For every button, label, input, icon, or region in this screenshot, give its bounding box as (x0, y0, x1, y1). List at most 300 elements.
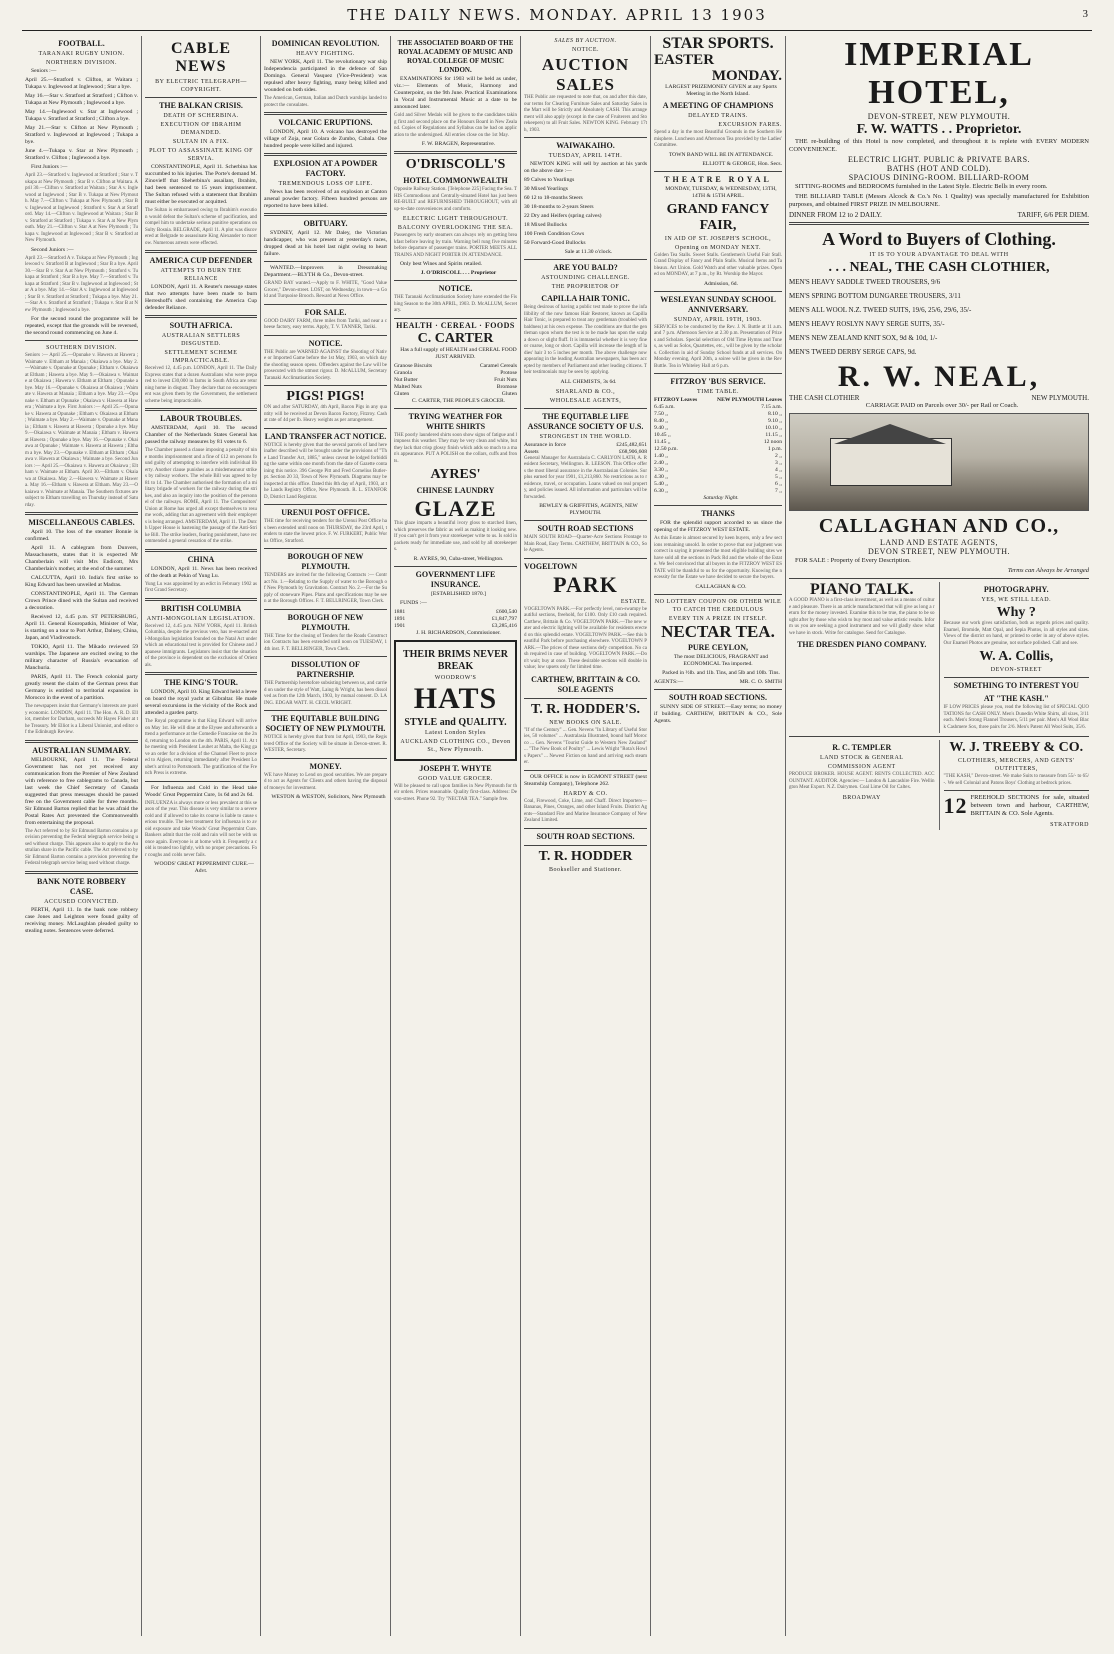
callaghan-signature: CALLAGHAN & CO. (695, 583, 747, 590)
filler-text: Opposite Railway Station. [Telephone 225] Facing the Sea. THIS Commodious and Centrally-situated Hotel has just been RE-BUILT and REFURNISHED THROUGHOUT, with all up-to-date conveniences and comforts. (394, 187, 517, 212)
tt-time: 4 ,, (775, 467, 782, 473)
tt-time: 8.10 ,, (768, 411, 782, 417)
imperial-electric: ELECTRIC LIGHT. PUBLIC & PRIVATE BARS. (847, 155, 1031, 164)
champions-heading: A MEETING OF CHAMPIONS (662, 101, 774, 110)
equitable-life-heading: THE EQUITABLE LIFE ASSURANCE SOCIETY OF U.S. (527, 411, 644, 431)
assurance-value: £245,482,651 (616, 441, 647, 448)
china-heading: CHINA (187, 554, 215, 564)
filler-text: Yung Lu was appointed by an edict in February 1902 as first Grand Secretary. (145, 581, 257, 593)
stock-item: 18 Mixed Bullocks (524, 222, 567, 228)
page-number: 3 (1082, 8, 1088, 20)
divider (264, 428, 387, 429)
filler-text: MAIN SOUTH ROAD—Quarter-Acre Sections Frontage to Main Road, Easy Terms. CARTHEW, BRITTAIN & CO., Sole Agents. (524, 535, 647, 553)
clothing-list (789, 276, 1089, 358)
tt-time: 3 ,, (775, 460, 782, 466)
theatre-dates: MONDAY, TUESDAY, & WEDNESDAY, 13TH, 14TH & 15TH APRIL. (665, 185, 777, 199)
timetable-label: TIME TABLE. (697, 389, 739, 395)
balkan-sub: PLOT TO ASSASSINATE KING OF SERVIA. (149, 148, 253, 162)
callaghan-address: DEVON STREET, NEW PLYMOUTH. (868, 547, 1010, 556)
admission-label: Admission, 6d. (703, 280, 739, 287)
funds-signature: J. H. RICHARDSON, Commissioner. (416, 629, 501, 636)
south-africa-heading: SOUTH AFRICA. (169, 321, 233, 330)
carriage-paid: CARRIAGE PAID on Parcels over 30/- per Rail or Coach. (865, 402, 1019, 409)
divider (145, 315, 257, 318)
explosion-heading: EXPLOSION AT A POWDER FACTORY. (273, 159, 378, 178)
hodder-heading-2: T. R. HODDER (538, 848, 633, 864)
divider (654, 689, 782, 690)
column-cable-news (141, 36, 260, 1636)
notice-heading: NOTICE. (438, 284, 473, 293)
divider (394, 280, 517, 281)
collis-sub: DEVON-STREET (990, 667, 1042, 673)
cable-news-heading: CABLE NEWS (170, 40, 232, 75)
sales-by-auction: SALES BY AUCTION. (554, 38, 617, 44)
kings-tour-heading: THE KING'S TOUR. (164, 678, 238, 687)
new-plymouth: NEW PLYMOUTH. (1031, 394, 1089, 402)
timetable-row (654, 411, 782, 418)
bank-robbery-heading: BANK NOTE ROBBERY CASE. (36, 876, 127, 896)
prizemoney-text: LARGEST PRIZEMONEY GIVEN at any Sports Meeting in the North Island. (665, 84, 777, 97)
timetable-row (654, 439, 782, 446)
round-note: For the second round the programme will be repeated, except that the grounds will be reversed, the second round commencing on June 4. (25, 316, 138, 336)
imperial-dining: SPACIOUS DINING-ROOM. BILLIARD-ROOM (848, 173, 1030, 182)
park-heading: PARK (553, 571, 618, 597)
divider (145, 408, 257, 411)
ayres-footer: R. AYRES, 90, Cuba-street, Wellington. (413, 555, 504, 562)
wanted-ad: WANTED.—Improvers in Dressmaking Department.—BLYTH & Co., Devon-street. (264, 265, 387, 278)
why-heading: Why ? (996, 605, 1036, 620)
assurance-label: Assets (524, 448, 539, 455)
filler-text: Being desirous of having a public test made to prove the infallibility of the now famous Hair Restorer, known as Capilla Hair Tonic, is prepared to treat any gentleman (troubled with baldness) at his own expense. The conditions are that the gentleman upon whom the test is to be made has upon the scalp a down or slight fluff. It is immaterial whether it is very fine or coarse, long or short. Capilla will increase the length of ladies' hair 3 to 5 inches per month. The above challenge now appearing in the leading Australian newspapers, has been accepted by members of Parliament and other leading citizens. Their testimonials may be seen by applying. (524, 305, 647, 375)
carthew-agents: CARTHEW, BRITTAIN & CO. SOLE AGENTS (531, 674, 640, 694)
south-africa-sub: SETTLEMENT SCHEME IMPRACTICABLE. (164, 350, 238, 364)
stock-item: 22 Dry and Heifers (spring calves) (524, 213, 602, 219)
health-foods-heading: HEALTH · CEREAL · FOODS (396, 320, 515, 330)
divider (264, 153, 387, 156)
volcanic-heading: VOLCANIC ERUPTIONS. (278, 118, 373, 127)
china-body: LONDON, April 11. News has been received of the death at Pekin of Yung Lu. (145, 565, 257, 579)
filler-text: As this Estate is almost secured by keen buyers, only a few sections remaining unsold. In order to prove that our judgment was correct in saying it presented the most eligible building sites we have sold all the sections in Pack Rd and the whole of the Estate. We feel convinced that all buyers in the FITZROY WEST ESTATE will be thankful to us for the opportunity. Knowing the necessity for the Estate we have decided to secure the buyers. (654, 536, 782, 580)
imperial-proprietor: F. W. WATTS . . Proprietor. (856, 122, 1022, 137)
america-cup-sub: ATTEMPTS TO BURN THE RELIANCE (160, 268, 242, 282)
tt-time: 2.40 ,, (654, 460, 668, 466)
cable-news-subheading: BY ELECTRIC TELEGRAPH—COPYRIGHT. (155, 79, 247, 93)
balcony-label: BALCONY OVERLOOKING THE SEA. (397, 225, 514, 231)
something-heading: SOMETHING TO INTEREST YOU (953, 681, 1079, 690)
urenui-heading: URENUI POST OFFICE. (281, 508, 370, 517)
advantage-label: IT IS TO YOUR ADVANTAGE TO DEAL WITH (869, 252, 1009, 258)
established-label: [ESTABLISHED 1870.] (431, 590, 486, 597)
filler-text: Will be pleased to call upon families in New Plymouth for their orders. Prices reasonable. Quality first-class. Address: Devon-street. Phone 92. Try "NECTAR TEA." Sample free. (394, 783, 517, 802)
divider (524, 828, 647, 829)
juniors-label: First Juniors :— (31, 164, 68, 170)
food-item: Bromose (496, 383, 517, 390)
tt-time: 6 ,, (775, 481, 782, 487)
football-heading: FOOTBALL. (58, 39, 105, 48)
terms-label: Terms can Always be Arranged (1007, 567, 1089, 574)
tt-time: 10.10 ,, (765, 425, 782, 431)
divider (25, 340, 138, 341)
foods-row (394, 370, 517, 377)
town-band: TOWN BAND WILL BE IN ATTENDANCE. (668, 151, 774, 158)
filler-text: Passengers by early steamers can always rely on getting breakfast before leaving by train. Warning bell rung five minutes before departure of passenger trains. PORTER MEETS ALL TRAINS AND NIGHT PORTER IN ATTENDANCE. (394, 233, 517, 258)
filler-text: NOTICE is hereby given that from 1st April, 1903, the Registered Office of the Society will be situate in Devon-street. R. WESTER, Secretary. (264, 735, 387, 753)
weston-signature: WESTON & WESTON, Solicitors, New Plymouth (271, 794, 386, 800)
filler-text: Golden Tea Stalls. Sweet Stalls. Gentlemen's Useful Fair Stall. Grand Display of Fancy and Plain Stalls. Musical Items and Tableaux. Art Union. Gold Watch and other valuable prizes. Opened on MONDAY, at 7 p.m., by Rt. Worship the Mayor. (654, 252, 782, 277)
whyte-sub: GOOD VALUE GROCER. (418, 775, 493, 782)
tt-time: 12.50 p.m. (654, 446, 678, 452)
divider (789, 578, 1089, 579)
filler-text: GOOD DAIRY FARM, three miles from Tariki, and near a cheese factory, easy terms. Apply, T. V. TANNER, Tariki. (264, 318, 387, 330)
divider (25, 512, 138, 515)
foods-row (394, 384, 517, 391)
divider (145, 781, 257, 782)
imperial-billiard: THE BILLIARD TABLE (Messrs Alcock & Co.'s No. 1 Quality) was specially manufactured for Exhibition purposes, and obtained FIRST PRIZE IN MELBOURNE. (789, 193, 1089, 208)
america-cup-heading: AMERICA CUP DEFENDER (149, 256, 253, 265)
photography-ad (939, 582, 1090, 733)
auckland-clothing: AUCKLAND CLOTHING CO., Devon St., New Plymouth. (400, 738, 511, 753)
america-cup-body: LONDON, April 11. A Reuter's message states that two attempts have been made to burn Herreshoff's shed containing the America Cup defender Reliance. (145, 284, 257, 311)
balkan-heading: THE BALKAN CRISIS. (159, 101, 243, 110)
wesleyan-heading: WESLEYAN SUNDAY SCHOOL ANNIVERSARY. (660, 294, 776, 314)
neal-heading: . . . NEAL, THE CASH CLOTHIER, (828, 260, 1050, 275)
collis-heading: W. A. Collis, (979, 649, 1054, 664)
assurance-label: Assurance in force (524, 441, 566, 448)
photography-heading: PHOTOGRAPHY. (983, 585, 1049, 594)
column-associated-board (390, 36, 520, 1636)
obituary-heading: OBITUARY. (303, 219, 348, 228)
filler-text: NOTICE is hereby given that the several parcels of land hereinafter described will be brought under the provisions of "The Land Transfer Act, 1885," unless caveat be lodged forbidding the same within one month from the date of Gazette containing this notice. 396 George Pitt and Fred Cornelius Butler-pt. Section 20 33, Town of New Plymouth. Diagrams may be inspected at this office. Dated this 8th day of April, 1903, at the Lands Registry Office, New Plymouth. R. L. STANFORD, District Land Registrar. (264, 442, 387, 500)
clothing-item: MEN'S HEAVY ROSLYN NAVY SERGE SUITS, 35/- (789, 320, 945, 328)
filler-text: VOGELTOWN PARK.—For perfectly level, non-swampy beautiful sections, freehold, for £100. Only £10 cash required. Carthew, Brittain & Co. VOGELTOWN PARK.—The new water and electric lighting will be available for residents erected on this splendid estate. VOGELTOWN PARK.—See this beautiful Park before purchasing elsewhere. VOGELTOWN PARK.—The prices of these sections defy competition. No cash required in case of building. VOGELTOWN PARK.—Don't wait; buy at once. These desirable sections will double in value; low upsets only for limited time. (524, 606, 648, 670)
food-item: Granose Biscuits (394, 362, 433, 369)
bc-heading: BRITISH COLUMBIA (160, 603, 242, 613)
clothing-item: MEN'S HEAVY SADDLE TWEED TROUSERS, 9/6 (789, 278, 941, 286)
board-heading: THE ASSOCIATED BOARD OF THE ROYAL ACADEMY OF MUSIC AND ROYAL COLLEGE OF MUSIC LONDON. (397, 39, 514, 74)
assurance-value: £68,906,608 (619, 448, 647, 455)
funds-row (394, 616, 517, 623)
tt-time: 10.45 ,, (654, 432, 671, 438)
obituary-body: SYDNEY, April 12. Mr Daley, the Victorian handicapper, who was present at yesterday's races, dropped dead at his hotel last night owing to heart failure. (264, 230, 387, 257)
latest-styles: Latest London Styles (425, 729, 486, 736)
fixture-item: April 25.—Stratford v. Clifton, at Waitara ; Tukapa v. Inglewood at Inglewood ; Star a bye. (25, 77, 138, 90)
funds-row (394, 609, 517, 616)
divider (25, 871, 138, 874)
imperial-heading: IMPERIAL HOTEL, (844, 36, 1034, 111)
dominican-heading: DOMINICAN REVOLUTION. (271, 39, 380, 48)
foods-row (394, 363, 517, 370)
templer-ad (789, 740, 935, 830)
thanks-heading: THANKS (701, 509, 735, 518)
sale-time: Sale at 11.30 o'clock. (564, 249, 613, 255)
divider (654, 373, 782, 374)
excursion-fares: EXCURSION FARES. (718, 122, 782, 128)
elliott-signature: ELLIOTT & GEORGE, Hon. Secs. (702, 160, 782, 167)
divider (789, 222, 1089, 225)
neal-row (789, 394, 1089, 402)
filler-text: "THE KASH," Devon-street. We make Suits to measure from 55/- to 65/-. We sell Colonial and Patons Boys' Clothing at bedrock prices. (943, 774, 1089, 786)
filler-text: THE Taranaki Acclimatisation Society have extended the Fishing Season to the 30th APRIL, 1903. D. McALLUM, Secretary. (394, 295, 517, 313)
theatre-heading: THEATRE ROYAL (664, 174, 772, 184)
balkan-sub: SULTAN IN A FIX. (172, 139, 230, 145)
tuesday-date: TUESDAY, APRIL 14TH. (548, 153, 623, 159)
outfitters-label: CLOTHIERS, MERCERS, AND GENTS' OUTFITTERS, (957, 758, 1075, 772)
timetable-row (654, 474, 782, 481)
filler-text: Seniors :— April 25.—Opunake v. Hawera at Hawera ; Waimate v. Eltham at Manaia ; Okaiawa a bye. May 2.—Waimate v. Opunake at Opunake ; Eltham v. Okaiawa at Eltham ; Hawera a bye. May 9.—Okaiawa v. Waimate at Okaiawa ; Hawera v. Eltham at Eltham ; Opunake a bye. May 16.—Opunake v. Okaiawa at Okaiawa ; Waimate v. Hawera at Manaia ; Eltham a bye. May 23.—Opunake v. Eltham at Opunake ; Okaiawa v. Hawera at Hawera ; Waimate a bye. First Juniors :— April 25.—Opunake v. Hawera at Opunake ; Eltham v. Okaiawa at Eltham ; Waimate a bye. May 2.—Waimate v. Opunake at Manaia ; Eltham v. Hawera at Hawera ; Opunake a bye. May 9.—Okaiawa v. Waimate at Manaia ; Eltham v. Hawera at Hawera ; Opunake a bye. May 16.—Opunake v. Okaiawa at Opunake ; Waimate v. Hawera at Hawera ; Eltham a bye. May 23.—Opunake v. Eltham at Eltham ; Okaiawa v. Hawera at Okaiawa ; Waimate a bye. Second Juniors :— April 25.—Okaiawa v. Hawera at Okaiawa ; Eltham v. Waimate at Eltham. April 30.—Eltham v. Okaiawa at Okaiawa. May 2.—Hawera v. Waimate at Hawera. May 16.—Eltham v. Hawera at Eltham. May 23.—Okaiawa v. Waimate at Manaia. The Southern fixtures are subject to Eltham travelling on Thursday instead of Saturday. (25, 353, 138, 508)
land-stock: LAND STOCK & GENERAL (820, 755, 904, 761)
filler-text: THE Public are requested to note that, on and after this date, our terms for Clearing Furniture Sales and Saturday Sales in the Mart will be Strictly and Absolutely CASH. This arrangement will also apply (except in the case of Fruiterers and Storekeepers) to all Fruit Sales. NEWTON KING. February 17th, 1903. (524, 95, 647, 133)
tt-col-head: NEW PLYMOUTH Leaves (717, 397, 782, 403)
filler-text: General Manager for Australasia C. CARLYON LATH, A. Resident Secretary, Wellington. R. LEESON. This Office offers the most liberal assurance in the Australasian Colonies. Surplus earned for year 1901, £1,213,860. No restrictions as to residence, travel, or occupation. Loans valued on real property, and policies issued. All information and particulars will be forwarded. (524, 455, 647, 500)
divider (264, 609, 387, 610)
filler-text: SERVICES to be conducted by the Rev. J. N. Buttle at 11 a.m. and 7 p.m. Afternoon Service at 2.30 p.m. Presentation of Prizes and Scholars. Special selection of Old Time Hymns and Tunes, as well as Solos, Quartettes, etc., will be given by the scholars. Collection in aid of Sunday School funds at all services. On Monday evening, April 20th, a soiree will be given in the Rev Buttle. Tea in Whiteley Hall at 6 p.m. (654, 324, 782, 369)
cash-clothier: THE CASH CLOTHIER (789, 394, 860, 402)
divider (394, 566, 517, 567)
stock-item: 50 Forward-Good Bullocks (524, 240, 586, 246)
sharland-name: SHARLAND & CO., (555, 388, 616, 395)
explosion-sub: TREMENDOUS LOSS OF LIFE. (278, 181, 373, 187)
auction-sales-heading: AUCTION SALES (541, 55, 630, 94)
proprietor-label: THE PROPRIETOR OF (551, 284, 620, 290)
timetable-row (654, 446, 782, 453)
tt-col-head: FITZROY Leaves (654, 397, 698, 403)
funds-amount: £1,847,797 (491, 615, 517, 622)
divider (264, 710, 387, 711)
divider (524, 770, 647, 771)
filler-text: April 23.—Stratford v. Inglewood at Stratford ; Star v. Tukapa at New Plymouth ; Star B v. Clifton at Waitara. April 30.—Clifton v. Stratford at Waitara ; Star A v. Inglewood at Inglewood ; Star B v. Tukapa at New Plymouth. May 7.—Clifton v. Tukapa at New Plymouth ; Star B v. Inglewood at Inglewood ; Stratford v. Star A at Stratford. May 14.—Clifton v. Inglewood at Waitara ; Star B v. Stratford at Stratford ; Tukapa v. Star A at New Plymouth. May 21.—Clifton v. Star A at New Plymouth ; Tukapa v. Inglewood at Inglewood ; Star B v. Stratford at New Plymouth. (25, 173, 138, 243)
filler-text: Received 12, 4.45 p.m. NEW YORK, April 11. British Columbia, despite the previous veto, has re-enacted anti-Mongolian legislation founded on the Natal Act under which an educational test is provided for Chinese and Japanese immigrants. Legislators insist that the situation of the province is dependent on the exclusion of Orientals. (145, 623, 257, 668)
filler-text: GRAND BAY wanted.—Apply to F. WHITE, "Good Value Grocer," Devon-street. LOST, on Wednesday, in town—a Gold and Turquoise Brooch. Reward at News Office. (264, 281, 387, 299)
divider (264, 261, 387, 262)
stock-item: 100 Fresh Condition Cows (524, 231, 585, 237)
tt-time: 6.45 a.m. (654, 404, 675, 410)
twelve-number: 12 (943, 793, 968, 818)
fancy-fair-heading: GRAND FANCY FAIR, (666, 201, 770, 233)
woodrows-hats-ad (394, 640, 517, 761)
tt-time: 9.40 ,, (654, 425, 668, 431)
chemists-label: ALL CHEMISTS, 3s 6d. (560, 378, 617, 385)
funds-year: 1891 (394, 615, 406, 622)
agent-name: MR. C. O. SMITH (739, 678, 782, 685)
chinese-laundry: CHINESE LAUNDRY (416, 486, 495, 495)
vogeltown-heading: VOGELTOWN (524, 561, 578, 571)
filler-text: The Sultan is embarrassed owing to Ibrahim's execution would defeat the Sultan's scheme of pacification, and compel him to undertake serious punitive operations on Sulty Bosnia. BELGRADE, April 11. A plot was discovered at Belgrade to assassinate King Alexander to morrow. Numerous arrests were effected. (145, 208, 257, 246)
funds-label: FUNDS :— (400, 599, 427, 606)
templer-heading: R. C. TEMPLER (832, 743, 892, 752)
divider (394, 318, 517, 319)
filler-text: Coal, Firewood, Coke, Lime, and Chaff. Direct Importers—Bananas, Pines, Oranges, and other Island Fruits. District Agents—Standard Fire and Marine Insurance Company of New Zealand Limited. (524, 798, 647, 823)
fixture-item: May 14.—Inglewood v. Star at Inglewood ; Tukapa v. Stratford at Stratford ; Clifton a bye. (25, 109, 138, 122)
tt-time: 5.40 ,, (654, 481, 668, 487)
kash-heading: AT "THE KASH." (983, 694, 1049, 703)
railway-office: OUR OFFICE is now in EGMONT STREET (next Steamship Company), Telephone 262. (524, 773, 647, 787)
easter-heading: EASTER (654, 52, 715, 68)
tariff-label: TARIFF, 6/6 PER DIEM. (1017, 211, 1089, 219)
fixture-list (25, 77, 138, 162)
explosion-body: News has been received of an explosion at Canton arsenal powder factory. Fifteen hundred persons are reported to have been killed. (264, 189, 387, 209)
whyte-heading: JOSEPH T. WHYTE (419, 763, 492, 773)
treeby-ad (939, 740, 1090, 830)
second-juniors-label: Second Juniors :— (31, 246, 74, 253)
dinner-label: DINNER FROM 12 to 2 DAILY. (789, 211, 882, 219)
timetable-row (654, 425, 782, 432)
bank-robbery-subheading: ACCUSED CONVICTED. (44, 898, 119, 905)
divider (654, 594, 782, 595)
kings-tour-body: LONDON, April 10. King Edward held a levee on board the royal yacht at Gibraltar. He made several excursions in the vicinity of the Rock and attended a garden party. (145, 689, 257, 716)
divider (264, 548, 387, 549)
spirits-label: Only best Wines and Spirits retailed. (400, 261, 483, 267)
divider (654, 171, 782, 172)
bald-heading: ARE YOU BALD? (553, 263, 618, 272)
imperial-baths: BATHS (HOT AND COLD). (886, 164, 992, 173)
tt-time: 7.50 ,, (654, 411, 668, 417)
divider (524, 137, 647, 138)
filler-text: This glaze imparts a beautiful ivory gloss to starched linen, which preserves the fabric as well as making it looking new. If you can't get it from your storekeeper write to us. Is sold in packets ready for immediate use, and sold by all storekeepers. (394, 521, 517, 552)
filler-text: WE have Money to Lend on good securities. We are prepared to act as Agents for Clients and others having the disposal of moneys for investment. (264, 772, 387, 791)
funds-amount: £3,285,416 (491, 622, 517, 629)
estate-label: ESTATE. (620, 598, 647, 605)
dissolution-heading: DISSOLUTION OF PARTNERSHIP. (291, 660, 360, 679)
column-auction-sales (520, 36, 650, 1636)
piano-ad (789, 582, 935, 733)
filler-text: The Royal programme is that King Edward will arrive on May 1st. He will dine at the Elysee and afterwards attend a performance at the Comedie Francaise on the 2nd, returning to London on the 4th. PARIS, April 11. At the meeting with President Loubet at Malta, the King gave an order for a division of the Channel Fleet to proceed to Algiers, returning immediately after President Loubet's arrival to Portsmouth. The gratification of the French Press is extreme. (145, 719, 257, 776)
fixture-item: May 21.—Star v. Clifton at New Plymouth ; Stratford v. Inglewood at Inglewood ; Tukapa a bye. (25, 125, 138, 145)
stock-item: 30 18-months to 2-years Steers (524, 204, 594, 210)
tt-time: 7 ,, (775, 488, 782, 494)
tt-time: 7.15 a.m. (761, 404, 782, 410)
filler-text: IF LOW PRICES please you, read the following list of SPECIAL QUOTATIONS for CASH ONLY. Men's Dunedin White Shirts, all sizes, 3/11 each. Men's Strong Flannel Trousers, 5/11 per pair. Men's All Wool Black Cashmere Sox, three pairs for 2/6. Men's Patent All Wool Suits, 35/6. (943, 705, 1089, 730)
balkan-sub: EXECUTION OF IBRAHIM DEMANDED. (160, 122, 242, 136)
equitable-heading: THE EQUITABLE BUILDING SOCIETY OF NEW PLYMOUTH. (265, 714, 386, 733)
south-road-heading-2: SOUTH ROAD SECTIONS. (536, 831, 635, 841)
borough-heading: BOROUGH OF NEW PLYMOUTH. (287, 552, 364, 571)
divider (264, 656, 387, 657)
timetable-row (654, 460, 782, 467)
timetable-row (654, 418, 782, 425)
money-heading: MONEY. (309, 761, 342, 771)
column-football (22, 36, 141, 1636)
stock-list (524, 177, 647, 247)
southern-division: SOUTHERN DIVISION. (46, 345, 117, 351)
notice-heading: NOTICE. (308, 338, 343, 348)
lower-ads-row (789, 582, 1089, 733)
peppermint-ad: For Influenza and Cold in the Head take Woods' Great Peppermint Cure, 1s 6d and 2s 6d. (145, 784, 257, 798)
union-heading: TARANAKI RUGBY UNION. (38, 51, 125, 57)
foods-row (394, 377, 517, 384)
imperial-sitting: SITTING-ROOMS and BEDROOMS furnished in the Latest Style. Electric Bells in every room. (795, 183, 1048, 190)
divider (524, 558, 647, 559)
electric-light-label: ELECTRIC LIGHT THROUGHOUT. (402, 216, 509, 222)
food-item: Caramel Cereals (479, 362, 517, 369)
dominican-sub: HEAVY FIGHTING. (296, 51, 355, 57)
carter-name: C. CARTER (417, 330, 494, 346)
misc-cable-item: Received 12, 4.45 p.m. ST PETERSBURG, April 11. General Kouropatkin, Minister of War, is starting on a tour to Port Arthur, Dalney, China, Japan, and Vladivostock. (25, 614, 138, 641)
capilla-heading: CAPILLA HAIR TONIC. (541, 294, 630, 303)
balkan-sub: DEATH OF SCHERBINA. (163, 113, 239, 119)
freehold-ad (944, 794, 1090, 820)
borough-heading-2: BOROUGH OF NEW PLYMOUTH. (287, 612, 364, 632)
filler-text: "If of the Century" ... Gen. Nevens "In Library of Useful Stories, 50 volumes" ... Australasia Illustrated, bound half Morocco ... Gen. Nevens "Tourist Guide to Western New Zealand" ... "The New Book of Poultry" ... Lewis Wright "Rota's Howls Papers" ... Newest Fiction on hand and arriving each steamer. (524, 727, 647, 765)
broadway-label: BROADWAY (842, 794, 881, 801)
timetable-header (654, 397, 782, 404)
dominican-body: NEW YORK, April 11. The revolutionary war ship Independencia participated in the defence of San Domingo. General Vasquez (Vice-President) was repulsed after heavy fighting, many being killed and wounded on both sides. (264, 59, 387, 93)
sunday-date: SUNDAY, APRIL 19TH, 1903. (674, 316, 762, 323)
south-africa-sub: AUSTRALIAN SETTLERS DISGUSTED. (161, 333, 241, 347)
timetable (654, 404, 782, 495)
stock-item: 30 Mixed Yearlings (524, 186, 568, 192)
imperial-rebuilding: THE re-building of this Hotel is now completed, and throughout it is replete with EVERY MODERN CONVENIENCE. (789, 138, 1089, 153)
nectar-packed: Packed in ½lb. and 1lb. Tins, and 5lb and 10lb. Tins. (662, 669, 780, 676)
food-item: Malted Nuts (394, 383, 422, 390)
delayed-trains: DELAYED TRAINS. (688, 113, 748, 119)
tt-time: 3.30 ,, (654, 467, 668, 473)
treeby-heading: W. J. TREEBY & CO. (949, 740, 1084, 755)
new-books-label: NEW BOOKS ON SALE. (549, 719, 622, 726)
bc-sub: ANTI-MONGOLIAN LEGISLATION. (146, 615, 256, 622)
filler-text: THE Public are WARNED AGAINST the Shooting of Native or Imported Game before the 1st May, 1903, on which day the shooting season opens. Offenders against the Law will be prosecuted with the utmost rigour. D. McALLUM, Secretary Taranaki Acclimatisation Society. (264, 349, 387, 381)
opening-label: Opening on MONDAY NEXT. (675, 244, 761, 251)
house-illustration (789, 413, 1089, 511)
filler-text: Spend a day in the most Beautiful Grounds in the Southern Hemisphere. Luncheon and Afternoon Tea provided by the Ladies' Committee. (654, 130, 782, 148)
filler-text: The Chamber passed a clause imposing a penalty of nine months imprisonment and a fine of £12 on persons found guilty of attempting to interfere with individual liberty. Another clause punishes as a misdemeanour strikes by railway workers. The whole Bill was agreed to by 81 to 14. The Chamber authorised the formation of a military brigade of workers for the railway during the strikes, and also an inquiry into the position of the personnel of the railways. ROME, April 11. The Compositors' Union at Rome has urged all except themselves to resume work, adding that an agreement with their employers is being arranged. AMSTERDAM, April 11. The Dutch Upper House is hastening the passage of the Anti-Strike Bill. The strike leaders, fearing punishment, have recommended a general cessation of the strike. (145, 448, 257, 544)
monday-heading: MONDAY. (711, 68, 782, 84)
aid-of: IN AID OF ST. JOSEPH'S SCHOOL, (664, 235, 772, 242)
sunny-side-text: SUNNY SIDE OF STREET.—Easy terms; no money if building. CARTHEW, BRITTAIN & CO., Sole Agents. (654, 703, 782, 724)
style-quality: STYLE and QUALITY. (404, 716, 507, 728)
australian-summary-heading: AUSTRALIAN SUMMARY. (32, 745, 131, 755)
timetable-row (654, 481, 782, 488)
divider (654, 505, 782, 506)
freehold-text: FREEHOLD SECTIONS for sale, situated between town and harbour, CARTHEW, BRITTAIN & CO. Sole Agents. (970, 794, 1089, 817)
misc-cable-item: TOKIO, April 11. The Mikado reviewed 59 warships. The Japanese are excited owing to the military character of Russia's evacuation of Manchuria. (25, 644, 138, 671)
clothing-item: MEN'S NEW ZEALAND KNIT SOX, 9d & 10d, 1/- (789, 334, 938, 342)
woodrows-label: WOODROW'S (434, 674, 477, 681)
food-item: Gluten (501, 390, 517, 397)
newspaper-title: THE DAILY NEWS. MONDAY. APRIL 13 1903 (347, 6, 767, 24)
divider (524, 845, 647, 846)
australian-summary-body: MELBOURNE, April 11. The Federal Government has not yet received any communication from the Premier of New Zealand with reference to free cablegrams to Canada, but last week the Chief Secretary of Canada suggested that press messages should be passed free on the Government cable for three months. Sir Edmund Barton replied that he was afraid the Postal Rates Act prevented the Commonwealth from entertaining the proposal. (25, 756, 138, 826)
divider (264, 213, 387, 216)
column-star-sports (650, 36, 785, 1636)
divider (944, 677, 1090, 678)
divider (524, 408, 647, 409)
odriscoll-proprietor: J. O'DRISCOLL . . . Proprietor (420, 270, 497, 276)
saturday-label: Saturday Night. (703, 495, 739, 501)
fixture-item: May 16.—Star v. Stratford at Stratford ; Clifton v. Tukapa at New Plymouth ; Inglewood a bye. (25, 93, 138, 106)
tt-time: 11.15 ,, (765, 432, 782, 438)
clothing-item: MEN'S ALL WOOL N.Z. TWEED SUITS, 19/6, 25/6, 29/6, 35/- (789, 306, 972, 314)
fixture-item: June 4.—Tukapa v. Star at New Plymouth ; Stratford v. Clifton ; Inglewood a bye. (25, 148, 138, 161)
filler-text: Gold and Silver Medals will be given to the candidates taking first and second place on the Honours Board in New Zealand. Copies of Regulations and Syllabus can be had on application to the undersigned. All entries close on the 1st May. (394, 113, 517, 138)
filler-text: THE Partnership heretofore subsisting between us, and carried on under the style of Watt, Laing & Wright, has been dissolved as from the 12th March, 1903, by mutual consent. D. LAING. EDGAR WATT. H. CECIL WRIGHT. (264, 681, 387, 706)
bank-robbery-body: PERTH, April 11. In the bank note robbery case Jones and Leighton were found guilty of receiving money. McLaughlan pleaded guilty to stealing notes. Sentences were deferred. (25, 906, 138, 934)
filler-text: The newspapers insist that Germany's interests are purely economic. LONDON, April 11. The Hon. A. R. D. Elliot, member for Durham, succeeds Mr Hayes Fisher at the Treasury. Mr Elliot is a Liberal Unionist, and editor of the Edinburgh Review. (25, 704, 138, 735)
carter-sub: Has a full supply of HEALTH and CEREAL FOOD JUST ARRIVED. (400, 346, 517, 360)
timetable-row (654, 404, 782, 411)
hotel-name: HOTEL COMMONWEALTH (403, 176, 508, 185)
word-to-buyers: A Word to Buyers of Clothing. (822, 229, 1056, 249)
divider (145, 549, 257, 552)
assurance-row (524, 449, 647, 456)
divider (944, 790, 1090, 791)
filler-text: THE poorly laundered shirts soon show signs of fatigue and limpness this weather. They may be very clean and white, but they lack that crisp glossy finish which adds so much to a man's appearance. PUT A POLISH on the collars, cuffs and fronts. (394, 432, 517, 464)
stock-item: 60 12 to 18-months Steers (524, 195, 583, 201)
misc-cables-heading: MISCELLANEOUS CABLES. (28, 518, 135, 527)
filler-text: INFLUENZA is always more or less prevalent at this season of the year. This disease is very similar to a severe cold and if allowed to take its course is liable to cause serious trouble. The best treatment for influenza is to avoid exposure and take Woods' Great Peppermint Cure. Bankers admit that the cold and rain will not be with us once again. Everyone is at home with it. Frequently a cold is treated too lightly, with no proper precautions. For coughs and colds never fails. (145, 800, 257, 858)
food-item: Fruit Nuts (494, 376, 517, 383)
tt-time: 1 p.m. (767, 446, 782, 452)
star-sports-heading: STAR SPORTS. (662, 36, 774, 52)
